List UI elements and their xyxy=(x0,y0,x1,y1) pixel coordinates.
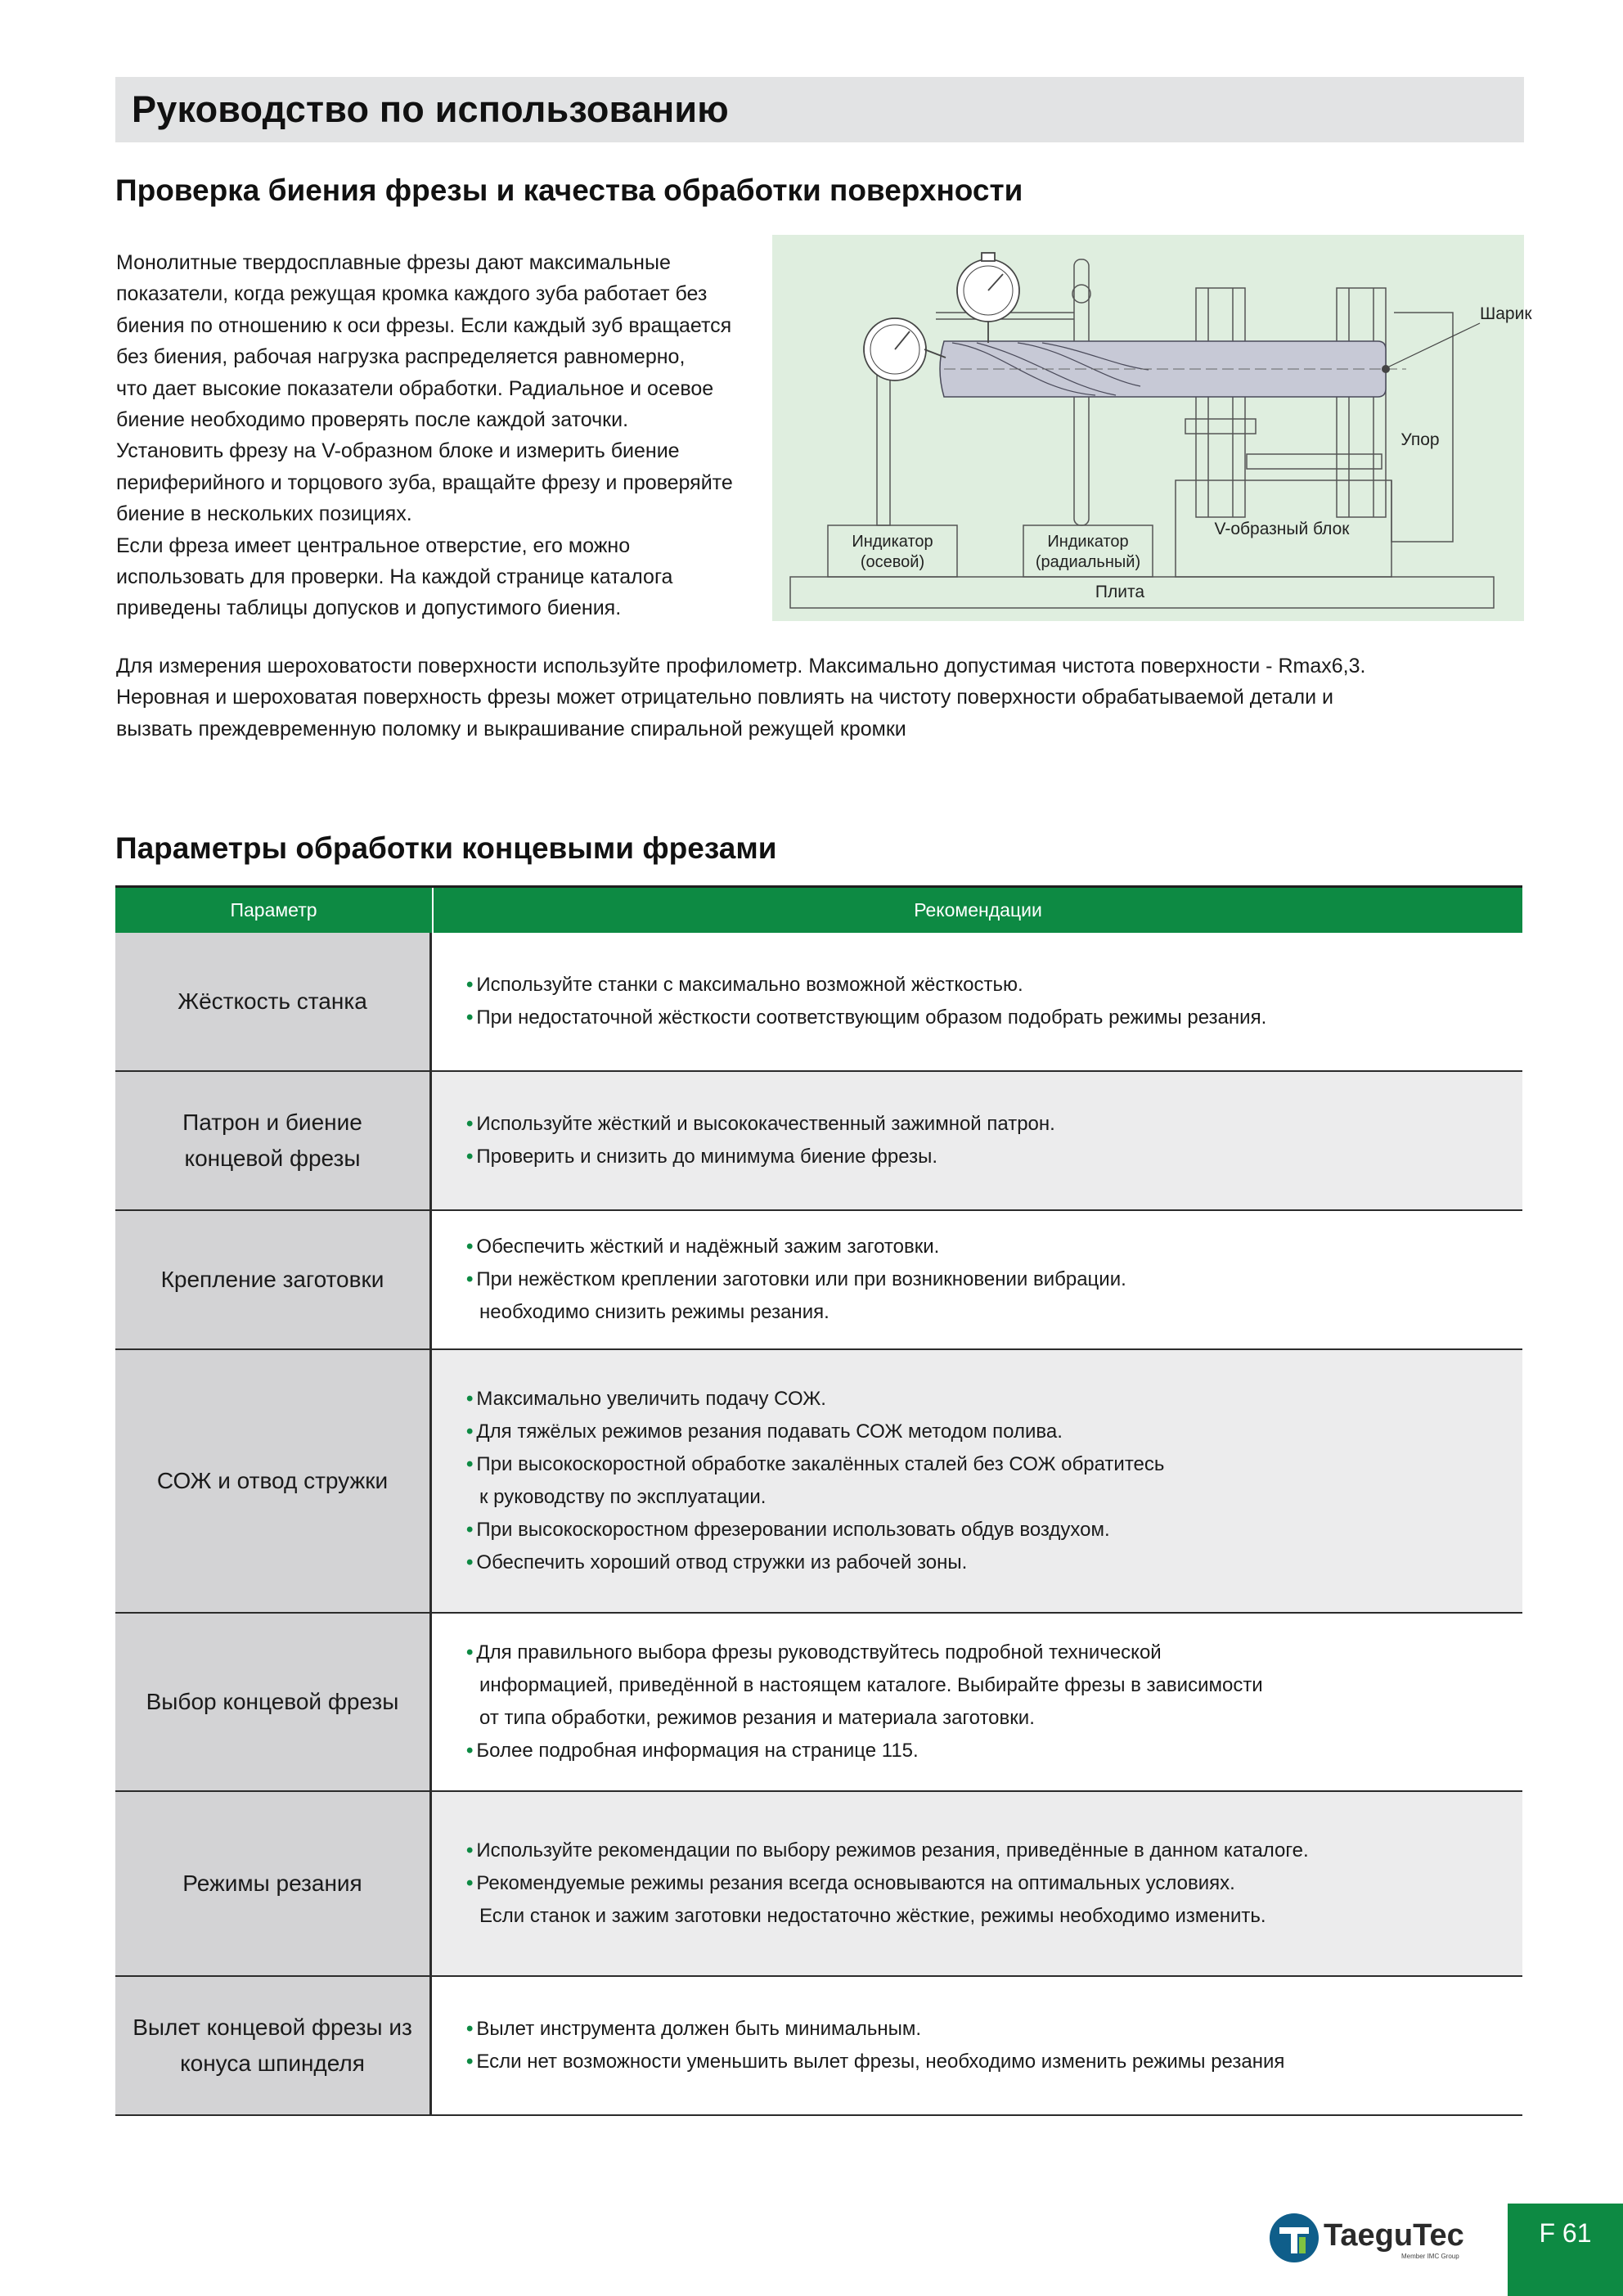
text-line: Монолитные твердосплавные фрезы дают максимальные xyxy=(116,251,671,274)
recommendation-line xyxy=(466,1669,1522,1702)
text-line: показатели, когда режущая кромка каждого зуба работает без xyxy=(116,282,708,306)
bullet-icon: • xyxy=(466,1146,474,1168)
recommendation-text: Для правильного выбора фрезы руководствуйтесь подробной технической xyxy=(476,1641,1162,1663)
recommendation-line xyxy=(466,1263,1522,1296)
recommendation-line xyxy=(466,1108,1522,1141)
recommendation-line xyxy=(466,2046,1522,2078)
parameter-cell xyxy=(115,1350,432,1612)
runout-measurement-diagram xyxy=(772,235,1532,621)
table-body xyxy=(115,933,1522,2116)
recommendation-line xyxy=(466,1735,1522,1767)
text-line: биения по отношению к оси фрезы. Если каждый зуб вращается xyxy=(116,313,732,337)
recommendation-text: Используйте жёсткий и высококачественный зажимной патрон. xyxy=(476,1113,1055,1135)
indicator-axial-label: Индикатор xyxy=(852,533,933,551)
section-heading-parameters: Параметры обработки концевыми фрезами xyxy=(115,831,777,865)
indicator-radial-sub: (радиальный) xyxy=(1035,553,1141,571)
recommendation-text: Проверить и снизить до минимума биение фрезы. xyxy=(476,1146,938,1168)
recommendations-cell xyxy=(432,1977,1522,2114)
recommendation-line xyxy=(466,1481,1522,1514)
recommendation-text: Для тяжёлых режимов резания подавать СОЖ методом полива. xyxy=(476,1420,1063,1443)
bullet-icon: • xyxy=(466,1388,474,1410)
text-line: периферийного и торцового зуба, вращайте фрезу и проверяйте xyxy=(116,470,733,494)
recommendation-text: от типа обработки, режимов резания и материала заготовки. xyxy=(479,1707,1035,1729)
parameter-label: конуса шпинделя xyxy=(180,2051,365,2076)
recommendation-line xyxy=(466,1514,1522,1546)
ball-label: Шарик xyxy=(1480,304,1532,323)
taegutec-logo xyxy=(1266,2209,1479,2267)
recommendation-line xyxy=(466,1867,1522,1900)
text-line: без биения, рабочая нагрузка распределяется равномерно, xyxy=(116,345,686,369)
recommendation-line xyxy=(466,1636,1522,1669)
recommendation-text: При высокоскоростном фрезеровании использовать обдув воздухом. xyxy=(476,1519,1110,1541)
text-line: приведены таблицы допусков и допустимого биения. xyxy=(116,597,622,620)
bullet-icon: • xyxy=(466,974,474,996)
parameter-label: концевой фрезы xyxy=(184,1146,361,1171)
text-line: Для измерения шероховатости поверхности используйте профилометр. Максимально допустимая чистота поверхности - Rmax6,3. xyxy=(116,655,1366,678)
recommendation-line xyxy=(466,1383,1522,1416)
bullet-icon: • xyxy=(466,1839,474,1862)
recommendation-line xyxy=(466,1002,1522,1034)
bullet-icon: • xyxy=(466,1740,474,1762)
table-row xyxy=(115,1614,1522,1792)
parameter-label: Крепление заготовки xyxy=(160,1267,384,1292)
table-row xyxy=(115,1350,1522,1614)
bullet-icon: • xyxy=(466,1551,474,1573)
parameter-label: Патрон и биение xyxy=(182,1110,362,1135)
ball xyxy=(1382,365,1390,373)
bullet-icon: • xyxy=(466,1872,474,1894)
bullet-icon: • xyxy=(466,1420,474,1443)
recommendations-cell xyxy=(432,1792,1522,1975)
recommendation-line xyxy=(466,1231,1522,1263)
bullet-icon: • xyxy=(466,1641,474,1663)
column-header-recommendations: Рекомендации xyxy=(914,899,1042,921)
recommendation-text: Используйте станки с максимально возможной жёсткостью. xyxy=(476,974,1023,996)
bullet-icon: • xyxy=(466,1006,474,1029)
recommendation-line xyxy=(466,1546,1522,1579)
bullet-icon: • xyxy=(466,1519,474,1541)
logo-subtext: Member IMC Group xyxy=(1401,2253,1459,2260)
page-number: F 61 xyxy=(1539,2218,1592,2248)
table-row xyxy=(115,1072,1522,1211)
recommendation-text: Максимально увеличить подачу СОЖ. xyxy=(476,1388,826,1410)
indicator-radial-label: Индикатор xyxy=(1047,533,1129,551)
recommendation-line xyxy=(466,2013,1522,2046)
parameter-cell xyxy=(115,1211,432,1348)
logo-text: TaeguTec xyxy=(1324,2218,1464,2253)
parameter-label: Жёсткость станка xyxy=(178,988,367,1014)
page-title: Руководство по использованию xyxy=(132,88,729,130)
recommendation-text: Используйте рекомендации по выбору режимов резания, приведённые в данном каталоге. xyxy=(476,1839,1309,1862)
parameter-cell xyxy=(115,1072,432,1209)
recommendation-line xyxy=(466,1296,1522,1329)
parameter-cell xyxy=(115,1614,432,1790)
table-row xyxy=(115,1977,1522,2116)
parameter-label: СОЖ и отвод стружки xyxy=(156,1468,389,1493)
parameters-table xyxy=(115,885,1522,2116)
recommendations-cell xyxy=(432,1211,1522,1348)
recommendation-text: Более подробная информация на странице 115. xyxy=(476,1740,919,1762)
page-title-bar xyxy=(115,77,1524,142)
recommendation-line xyxy=(466,1416,1522,1448)
bullet-icon: • xyxy=(466,2018,474,2040)
parameter-cell xyxy=(115,933,432,1070)
plate-label: Плита xyxy=(1095,583,1145,601)
section-heading-runout: Проверка биения фрезы и качества обработки поверхности xyxy=(115,173,1023,207)
bullet-icon: • xyxy=(466,2051,474,2073)
table-header xyxy=(115,885,1522,933)
bullet-icon: • xyxy=(466,1268,474,1290)
recommendations-cell xyxy=(432,1614,1522,1790)
text-line: биение в нескольких позициях. xyxy=(116,502,412,526)
recommendation-text: к руководству по эксплуатации. xyxy=(479,1486,767,1508)
recommendation-text: Обеспечить хороший отвод стружки из рабочей зоны. xyxy=(476,1551,968,1573)
column-header-parameter: Параметр xyxy=(115,888,434,933)
recommendation-text: При высокоскоростной обработке закалённых сталей без СОЖ обратитесь xyxy=(476,1453,1165,1475)
recommendation-text: При недостаточной жёсткости соответствующим образом подобрать режимы резания. xyxy=(476,1006,1267,1029)
text-line: использовать для проверки. На каждой странице каталога xyxy=(116,565,673,589)
indicator-axial-sub: (осевой) xyxy=(860,553,925,571)
recommendation-text: Если нет возможности уменьшить вылет фрезы, необходимо изменить режимы резания xyxy=(476,2051,1285,2073)
text-line: Если фреза имеет центральное отверстие, его можно xyxy=(116,533,631,557)
text-line: что дает высокие показатели обработки. Радиальное и осевое xyxy=(116,376,714,400)
recommendation-line xyxy=(466,1141,1522,1173)
bullet-icon: • xyxy=(466,1453,474,1475)
vblock-label: V-образный блок xyxy=(1214,520,1350,538)
parameter-cell xyxy=(115,1792,432,1975)
bullet-icon: • xyxy=(466,1236,474,1258)
recommendation-line xyxy=(466,1702,1522,1735)
page-number-box xyxy=(1508,2204,1623,2296)
text-line: Неровная и шероховатая поверхность фрезы может отрицательно повлиять на чистоту поверхности обрабатываемой детали и xyxy=(116,686,1333,709)
recommendation-text: информацией, приведённой в настоящем каталоге. Выбирайте фрезы в зависимости xyxy=(479,1674,1263,1696)
recommendation-text: Вылет инструмента должен быть минимальным. xyxy=(476,2018,922,2040)
recommendation-text: При нежёстком креплении заготовки или при возникновении вибрации. xyxy=(476,1268,1126,1290)
parameter-label: Режимы резания xyxy=(182,1871,362,1896)
roughness-paragraph xyxy=(116,651,1523,745)
table-row xyxy=(115,1211,1522,1350)
recommendation-line xyxy=(466,1448,1522,1481)
recommendation-text: необходимо снизить режимы резания. xyxy=(479,1301,829,1323)
parameter-cell xyxy=(115,1977,432,2114)
bullet-icon: • xyxy=(466,1113,474,1135)
text-line: биение необходимо проверять после каждой заточки. xyxy=(116,408,629,432)
recommendations-cell xyxy=(432,1350,1522,1612)
text-line: Установить фрезу на V-образном блоке и измерить биение xyxy=(116,439,680,463)
table-row xyxy=(115,1792,1522,1977)
recommendations-cell xyxy=(432,1072,1522,1209)
recommendation-line xyxy=(466,1900,1522,1933)
recommendation-line xyxy=(466,969,1522,1002)
recommendation-line xyxy=(466,1835,1522,1867)
end-mill-tool xyxy=(940,341,1406,397)
recommendation-text: Рекомендуемые режимы резания всегда основываются на оптимальных условиях. xyxy=(476,1872,1235,1894)
table-row xyxy=(115,933,1522,1072)
text-line: вызвать преждевременную поломку и выкрашивание спиральной режущей кромки xyxy=(116,717,906,741)
recommendations-cell xyxy=(432,933,1522,1070)
parameter-label: Выбор концевой фрезы xyxy=(146,1689,399,1714)
stop-label: Упор xyxy=(1400,430,1440,449)
recommendation-text: Обеспечить жёсткий и надёжный зажим заготовки. xyxy=(476,1236,940,1258)
intro-paragraph xyxy=(116,247,771,624)
recommendation-text: Если станок и зажим заготовки недостаточно жёсткие, режимы необходимо изменить. xyxy=(479,1905,1266,1927)
parameter-label: Вылет концевой фрезы из xyxy=(133,2015,412,2040)
